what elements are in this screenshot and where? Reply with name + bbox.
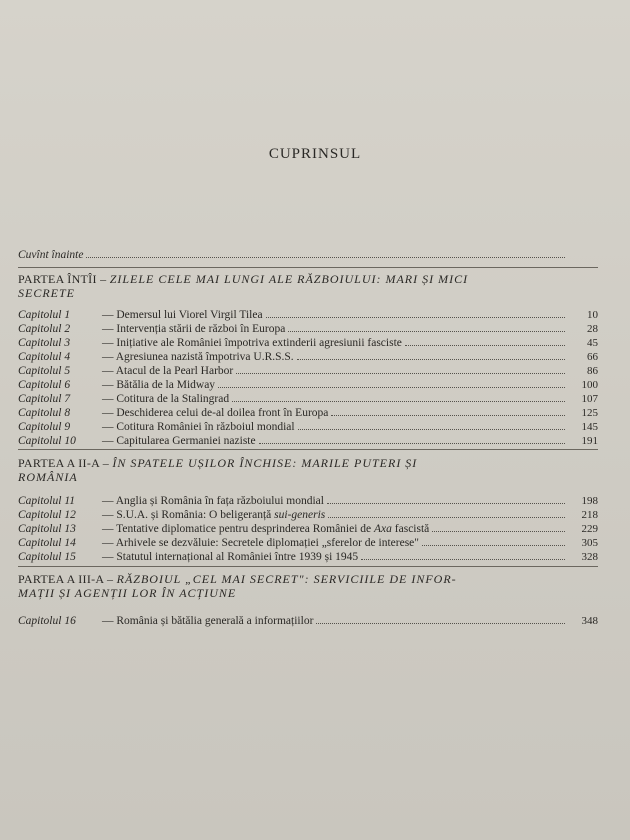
toc-row [18,614,598,628]
chapter-number: Capitolul 9 [18,421,71,433]
toc-row [18,378,598,392]
chapter-number: Capitolul 6 [18,379,71,391]
chapter-title-text: Arhivele se dezvăluie: Secretele diplomației „sferelor de interese" [115,537,419,549]
divider [18,449,598,450]
chapter-title-text: Deschiderea celui de-al doilea front în Europa [116,407,329,419]
chapter-title-emphasis: Axa [374,523,392,535]
chapter-title [100,550,358,564]
chapter-number: Capitolul 16 [18,615,76,627]
chapter-title-text: Statutul internațional al României între 1939 și 1945 [116,551,359,563]
chapter-number: Capitolul 8 [18,407,71,419]
toc-row [18,336,598,350]
chapter-title-text: România și bătălia generală a informațiilor [116,615,314,627]
dash: — [102,379,117,391]
chapter-number: Capitolul 5 [18,365,71,377]
chapter-title [100,420,295,434]
page-number: 305 [581,537,598,549]
dash: — [102,615,117,627]
page-number: 107 [581,393,598,405]
leader-dots [422,536,565,546]
page-number: 66 [587,351,598,363]
part-title-line2: MAȚII ȘI AGENȚII LOR ÎN ACȚIUNE [18,586,237,600]
dash: — [102,495,116,507]
chapter-number: Capitolul 3 [18,337,71,349]
chapter-title [100,350,294,364]
part-1 [18,272,598,448]
leader-dots [316,614,565,624]
chapter-number: Capitolul 15 [18,551,76,563]
leader-dots [361,550,565,560]
chapter-title-emphasis: sui-generis [274,509,326,521]
dash: — [102,537,116,549]
toc-row [18,406,598,420]
part-label: PARTEA A III-A [18,572,104,586]
foreword-label: Cuvînt înainte [18,249,84,261]
part-heading: PARTEA A III-A – RĂZBOIUL „CEL MAI SECRET": SERVICIILE DE INFOR- MAȚII ȘI AGENȚII LOR ÎN ACȚIUNE [18,572,457,600]
chapter-title [100,508,325,522]
toc-row [18,550,598,564]
dash: — [102,435,117,447]
page-number: 125 [581,407,598,419]
chapter-title-text: Bătălia de la Midway [116,379,216,391]
chapter-title [100,434,256,448]
dash: — [102,337,117,349]
chapter-number: Capitolul 1 [18,309,71,321]
part-3 [18,572,598,628]
part-heading: PARTEA ÎNTÎI – ZILELE CELE MAI LUNGI ALE RĂZBOIULUI: MARI ȘI MICI SECRETE [18,272,469,300]
page-number: 348 [581,615,598,627]
toc-row [18,350,598,364]
page-number: 198 [581,495,598,507]
dash: — [102,323,117,335]
page-title: CUPRINSUL [268,146,362,162]
leader-dots [288,322,565,332]
chapter-title [100,522,429,536]
chapter-title-text: Demersul lui Viorel Virgil Tilea [116,309,263,321]
dash: — [102,393,117,405]
chapter-title [100,364,233,378]
page-number: 86 [587,365,598,377]
chapter-number: Capitolul 12 [18,509,76,521]
part-heading: PARTEA A II-A – ÎN SPATELE UȘILOR ÎNCHISE: MARILE PUTERI ȘI ROMÂNIA [18,456,418,484]
part-title-line2: ROMÂNIA [18,470,78,484]
chapter-title-text: Cotitura de la Stalingrad [116,393,230,405]
chapter-title-text: Cotitura României în războiul mondial [116,421,295,433]
chapter-title-text: Atacul de la Pearl Harbor [115,365,234,377]
toc-row [18,392,598,406]
page-number: 10 [587,309,598,321]
part-label: PARTEA A II-A [18,456,100,470]
chapter-title [100,336,402,350]
chapter-number: Capitolul 11 [18,495,75,507]
chapter-number: Capitolul 13 [18,523,76,535]
chapter-title [100,392,229,406]
leader-dots [298,420,565,430]
toc-row [18,308,598,322]
leader-dots [297,350,565,360]
leader-dots [432,522,565,532]
chapter-title [100,614,313,628]
part-title-line2: SECRETE [18,286,75,300]
part-title-line1: RĂZBOIUL „CEL MAI SECRET": SERVICIILE DE INFOR- [116,572,457,586]
leader-dots [259,434,565,444]
page-number: 229 [581,523,598,535]
leader-dots [218,378,565,388]
dash: — [102,309,117,321]
page-number: 100 [581,379,598,391]
page-number: 28 [587,323,598,335]
leader-dots [331,406,565,416]
chapter-number: Capitolul 4 [18,351,71,363]
chapter-title [100,536,419,550]
chapter-title [100,494,324,508]
chapter-number: Capitolul 14 [18,537,76,549]
page-number: 145 [581,421,598,433]
chapter-title-text: Capitularea Germaniei naziste [116,435,256,447]
dash: — [102,509,117,521]
page-number: 45 [587,337,598,349]
chapter-number: Capitolul 7 [18,393,71,405]
page-number: 218 [581,509,598,521]
toc-row [18,508,598,522]
leader-dots [86,248,565,258]
page-number: 191 [581,435,598,447]
chapter-number: Capitolul 2 [18,323,71,335]
dash: — [102,365,116,377]
leader-dots [232,392,565,402]
chapter-title-suffix: fascistă [391,523,430,535]
page-number: 328 [581,551,598,563]
leader-dots [236,364,565,374]
chapter-title-text: Inițiative ale României împotriva extinderii agresiunii fasciste [116,337,402,349]
divider [18,267,598,268]
toc-row [18,322,598,336]
chapter-title-text: Tentative diplomatice pentru desprinderea României de [116,523,375,535]
part-2 [18,456,598,564]
part-title-line1: ÎN SPATELE UȘILOR ÎNCHISE: MARILE PUTERI ȘI [112,456,418,470]
part-label: PARTEA ÎNTÎI [18,272,97,286]
leader-dots [405,336,565,346]
chapter-title [100,378,215,392]
toc-row [18,522,598,536]
chapter-title-text: Agresiunea nazistă împotriva U.R.S.S. [115,351,294,363]
leader-dots [327,494,565,504]
chapter-title-text: Intervenția stării de război în Europa [116,323,286,335]
foreword-entry [18,248,598,262]
dash: — [102,551,117,563]
dash: — [102,407,117,419]
dash: — [102,523,117,535]
leader-dots [266,308,565,318]
divider [18,566,598,567]
part-title-line1: ZILELE CELE MAI LUNGI ALE RĂZBOIULUI: MARI ȘI MICI [109,272,469,286]
toc-row [18,494,598,508]
chapter-title-text: Anglia și România în fața războiului mondial [115,495,324,507]
toc-row [18,434,598,448]
chapter-title-text: S.U.A. și România: O beligeranță [116,509,275,521]
chapter-title [100,308,263,322]
chapter-number: Capitolul 10 [18,435,76,447]
toc-row [18,420,598,434]
dash: — [102,421,117,433]
chapter-title [100,406,328,420]
leader-dots [328,508,565,518]
chapter-title [100,322,285,336]
dash: — [102,351,116,363]
toc-row [18,536,598,550]
toc-row [18,364,598,378]
